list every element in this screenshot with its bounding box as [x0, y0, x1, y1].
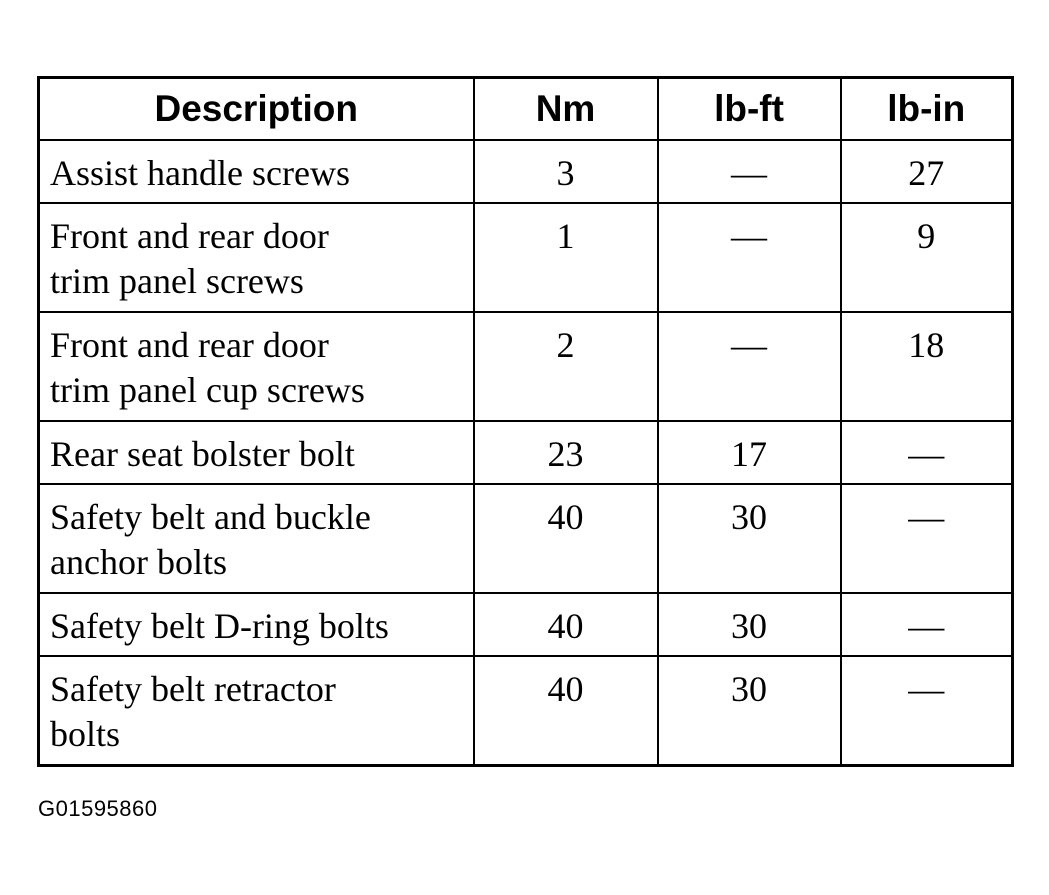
header-lb-in: lb-in: [841, 78, 1013, 141]
cell-lb-in: 9: [841, 203, 1013, 312]
cell-lb-in: 27: [841, 140, 1013, 203]
table-row: [39, 421, 1013, 484]
cell-description: Safety belt and buckle anchor bolts: [39, 484, 474, 593]
cell-lb-in: 18: [841, 312, 1013, 421]
cell-nm: 1: [474, 203, 658, 312]
cell-lb-ft: —: [658, 312, 841, 421]
cell-description: Safety belt D-ring bolts: [39, 593, 474, 656]
cell-lb-ft: 30: [658, 593, 841, 656]
cell-nm: 23: [474, 421, 658, 484]
table-row: [39, 484, 1013, 593]
cell-lb-in: —: [841, 484, 1013, 593]
cell-description: Front and rear door trim panel screws: [39, 203, 474, 312]
cell-description: Assist handle screws: [39, 140, 474, 203]
figure-id-label: G01595860: [38, 796, 158, 821]
cell-description: Front and rear door trim panel cup screws: [39, 312, 474, 421]
cell-lb-ft: —: [658, 140, 841, 203]
header-nm: Nm: [474, 78, 658, 141]
table-row: [39, 656, 1013, 766]
cell-lb-ft: 17: [658, 421, 841, 484]
table-header-row: [39, 78, 1013, 141]
header-lb-ft: lb-ft: [658, 78, 841, 141]
table-row: [39, 593, 1013, 656]
cell-nm: 40: [474, 593, 658, 656]
table-row: [39, 140, 1013, 203]
cell-nm: 3: [474, 140, 658, 203]
cell-description: Rear seat bolster bolt: [39, 421, 474, 484]
cell-lb-ft: 30: [658, 484, 841, 593]
cell-lb-in: —: [841, 593, 1013, 656]
torque-spec-table: [37, 76, 1014, 767]
table-row: [39, 203, 1013, 312]
cell-lb-in: —: [841, 656, 1013, 766]
cell-lb-ft: 30: [658, 656, 841, 766]
cell-nm: 40: [474, 484, 658, 593]
header-description: Description: [39, 78, 474, 141]
cell-lb-ft: —: [658, 203, 841, 312]
cell-description: Safety belt retractor bolts: [39, 656, 474, 766]
cell-nm: 40: [474, 656, 658, 766]
cell-lb-in: —: [841, 421, 1013, 484]
table-row: [39, 312, 1013, 421]
cell-nm: 2: [474, 312, 658, 421]
